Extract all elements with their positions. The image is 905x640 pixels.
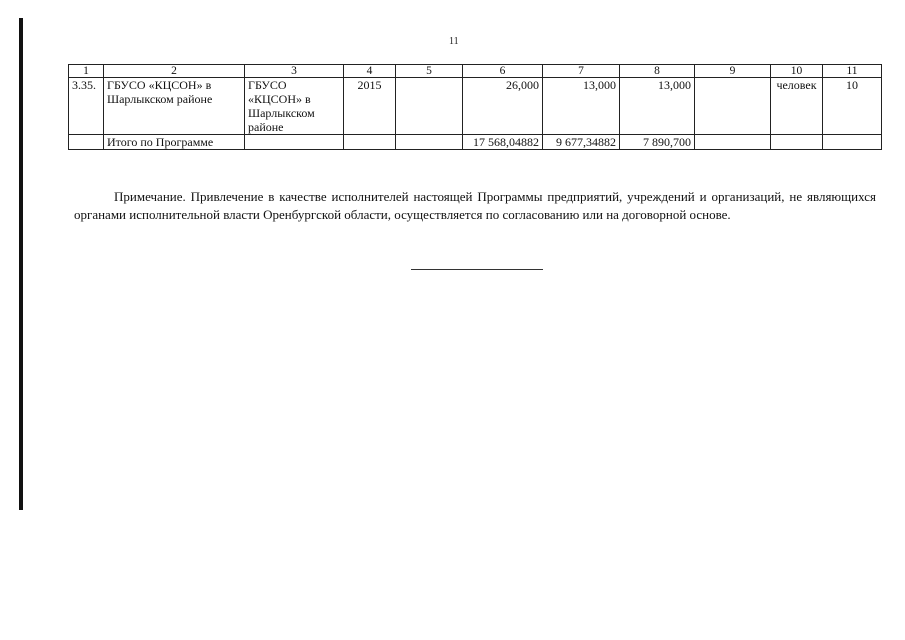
empty-cell: [344, 135, 396, 150]
empty-cell: [245, 135, 344, 150]
column-number: 2: [104, 65, 245, 78]
column-number: 6: [463, 65, 543, 78]
empty-cell: [396, 78, 463, 135]
amount-cell-8: 13,000: [620, 78, 695, 135]
amount-cell-7: 13,000: [543, 78, 620, 135]
empty-cell: [823, 135, 882, 150]
empty-cell: [69, 135, 104, 150]
column-number: 5: [396, 65, 463, 78]
column-number: 1: [69, 65, 104, 78]
column-number: 3: [245, 65, 344, 78]
page-number: 11: [449, 36, 459, 47]
empty-cell: [695, 135, 771, 150]
name-cell: ГБУСО «КЦСОН» в Шарлыкском районе: [104, 78, 245, 135]
total-cell-7: 9 677,34882: [543, 135, 620, 150]
executor-cell: ГБУСО «КЦСОН» в Шарлыкском районе: [245, 78, 344, 135]
total-amount-cell: 26,000: [463, 78, 543, 135]
column-number: 9: [695, 65, 771, 78]
total-label-cell: Итого по Программе: [104, 135, 245, 150]
column-number: 11: [823, 65, 882, 78]
column-number: 4: [344, 65, 396, 78]
empty-cell: [695, 78, 771, 135]
column-number-row: [69, 65, 882, 78]
column-number: 8: [620, 65, 695, 78]
program-table: [68, 64, 882, 150]
binding-edge-line: [19, 18, 23, 510]
table-row: [69, 78, 882, 135]
column-number: 7: [543, 65, 620, 78]
total-row: [69, 135, 882, 150]
total-cell-8: 7 890,700: [620, 135, 695, 150]
item-number-cell: 3.35.: [69, 78, 104, 135]
empty-cell: [396, 135, 463, 150]
closing-rule: [411, 269, 543, 270]
note-paragraph: Примечание. Привлечение в качестве исполнителей настоящей Программы предприятий, учреждений и организаций, не являющихся органами исполнительной власти Оренбургской области, осуществляется по согласованию или на договорной основе.: [74, 189, 876, 222]
value-cell: 10: [823, 78, 882, 135]
column-number: 10: [771, 65, 823, 78]
grand-total-cell: 17 568,04882: [463, 135, 543, 150]
unit-cell: человек: [771, 78, 823, 135]
empty-cell: [771, 135, 823, 150]
year-cell: 2015: [344, 78, 396, 135]
